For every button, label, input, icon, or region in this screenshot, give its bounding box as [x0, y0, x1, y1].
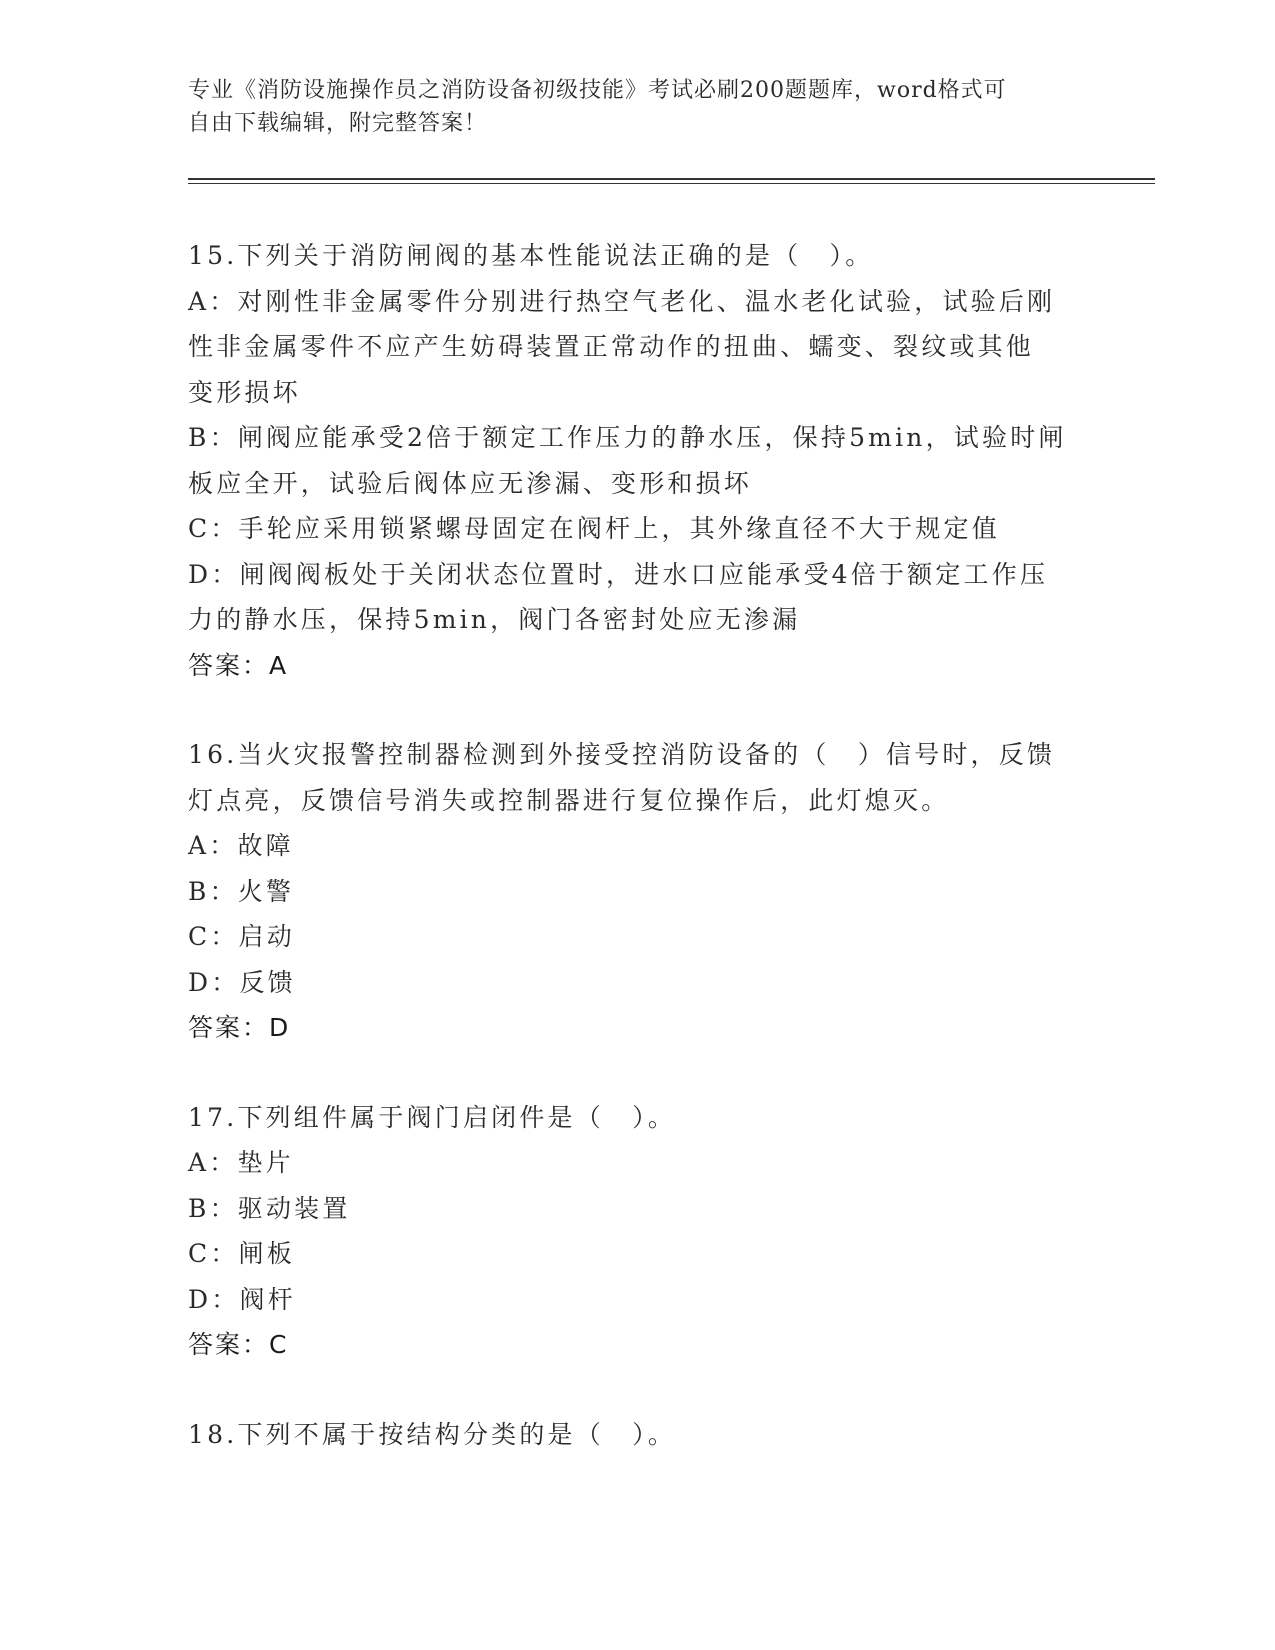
answer-line: 答案：C [188, 1330, 289, 1359]
option-line: B：闸阀应能承受2倍于额定工作压力的静水压，保持5min，试验时闸 [188, 423, 1067, 452]
option-line: A：对刚性非金属零件分别进行热空气老化、温水老化试验，试验后刚 [188, 286, 1056, 316]
option-line: 力的静水压，保持5min，阀门各密封处应无渗漏 [188, 605, 801, 634]
option-line: A：垫片 [188, 1148, 294, 1177]
question-item [188, 1412, 1088, 1458]
option-line: D：阀杆 [188, 1284, 296, 1314]
question-stem: 18.下列不属于按结构分类的是（ ）。 [188, 1419, 677, 1449]
answer-line: 答案：D [188, 1013, 291, 1042]
option-line: D：闸阀阀板处于关闭状态位置时，进水口应能承受4倍于额定工作压 [188, 559, 1049, 589]
option-line: B：驱动装置 [188, 1193, 351, 1223]
question-item [188, 1095, 1088, 1368]
question-list [188, 233, 1088, 1501]
answer-line: 答案：A [188, 650, 289, 680]
header-divider [188, 178, 1155, 180]
question-stem: 17.下列组件属于阀门启闭件是（ ）。 [188, 1102, 677, 1132]
option-line: C：启动 [188, 922, 295, 951]
header-line-1: 专业《消防设施操作员之消防设备初级技能》考试必刷200题题库，word格式可 [188, 78, 1007, 103]
header-line-2: 自由下载编辑，附完整答案！ [188, 111, 488, 136]
question-stem: 15.下列关于消防闸阀的基本性能说法正确的是（ ）。 [188, 241, 874, 270]
option-line: A：故障 [188, 831, 294, 860]
question-stem: 灯点亮，反馈信号消失或控制器进行复位操作后，此灯熄灭。 [188, 785, 950, 815]
document-header [188, 74, 1088, 140]
question-item [188, 233, 1088, 688]
question-stem: 16.当火灾报警控制器检测到外接受控消防设备的（ ）信号时，反馈 [188, 740, 1056, 769]
header-divider-thin [188, 183, 1155, 184]
option-line: B：火警 [188, 876, 295, 906]
option-line: C：手轮应采用锁紧螺母固定在阀杆上，其外缘直径不大于规定值 [188, 514, 1000, 543]
option-line: 性非金属零件不应产生妨碍装置正常动作的扭曲、蠕变、裂纹或其他 [188, 332, 1035, 361]
option-line: 变形损坏 [188, 377, 301, 407]
option-line: 板应全开，试验后阀体应无渗漏、变形和损坏 [188, 468, 753, 498]
option-line: C：闸板 [188, 1239, 295, 1268]
question-item [188, 732, 1088, 1051]
option-line: D：反馈 [188, 967, 296, 997]
